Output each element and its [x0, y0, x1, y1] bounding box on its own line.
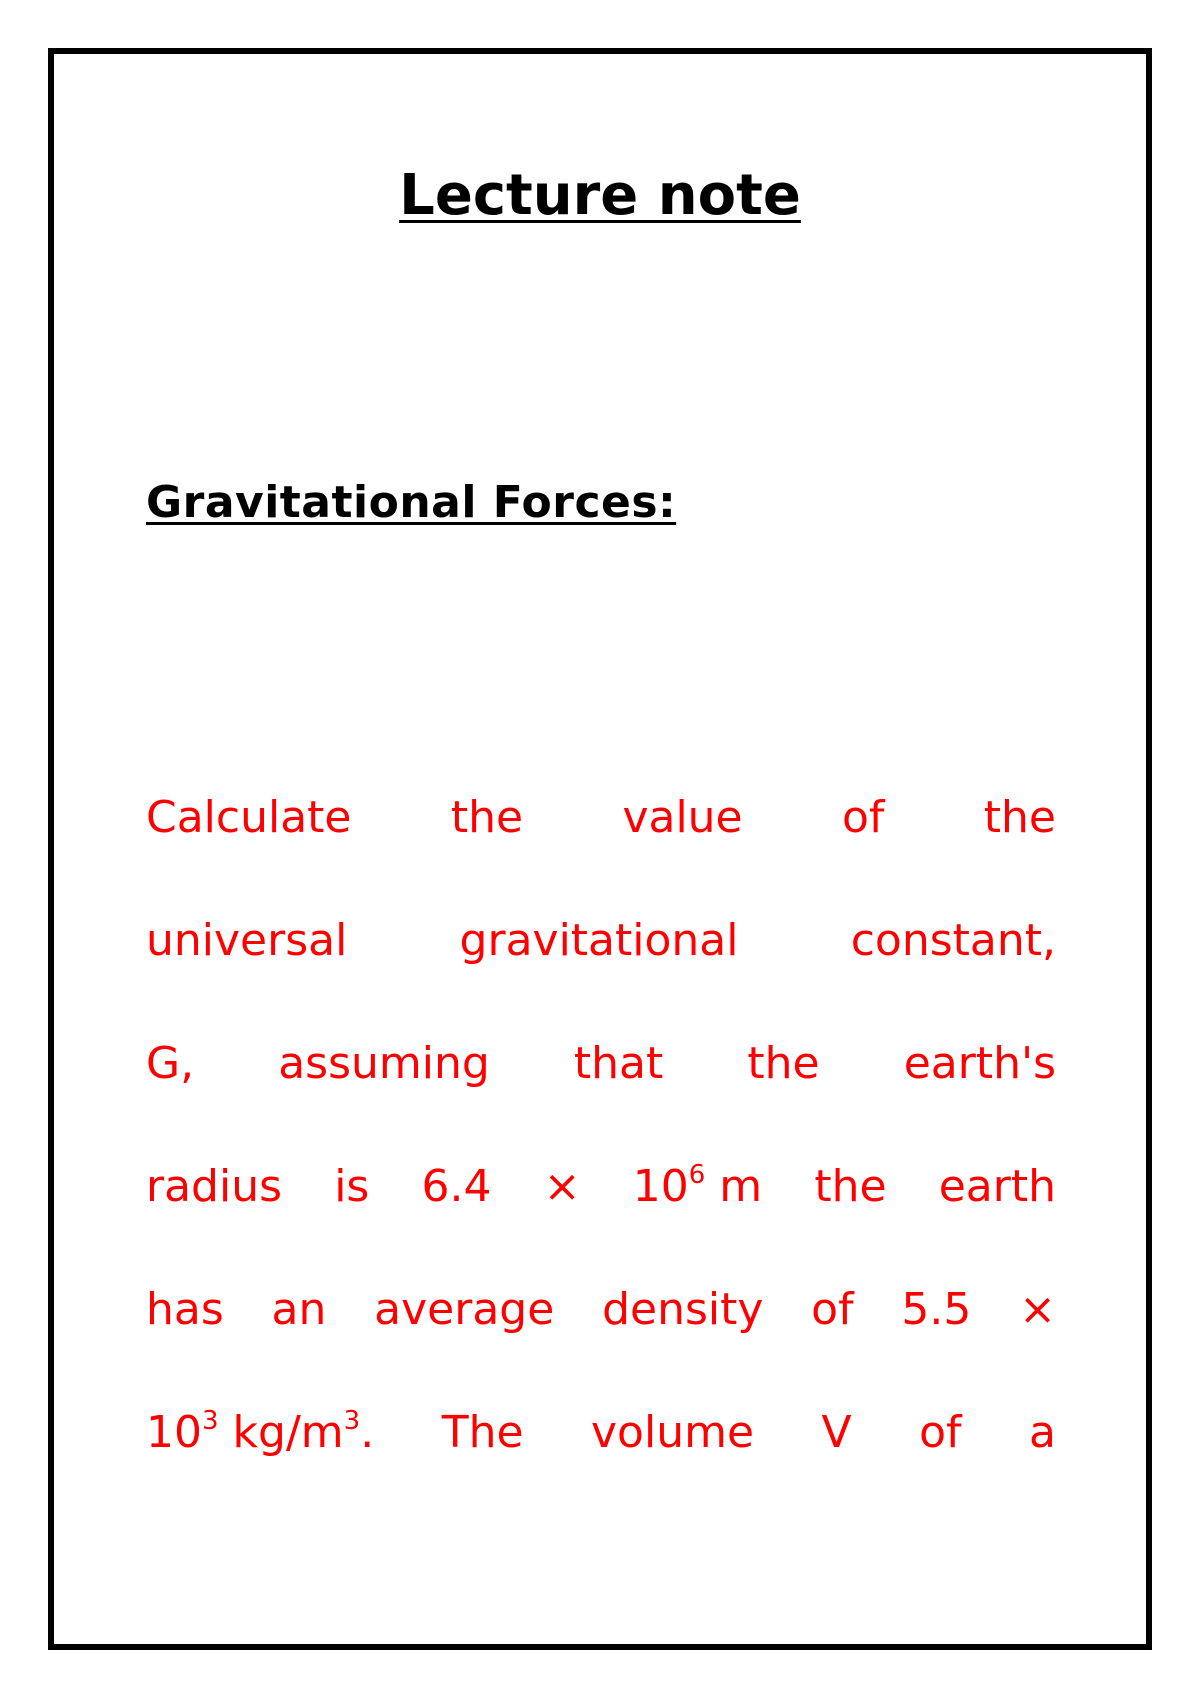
density-unit: kg/m — [232, 1407, 344, 1458]
punctuation: . — [360, 1407, 375, 1458]
word: × — [1019, 1284, 1056, 1335]
section-heading: Gravitational Forces: — [146, 477, 677, 528]
word: of — [919, 1407, 962, 1458]
word: a — [1029, 1407, 1056, 1458]
word: the — [450, 792, 524, 843]
word: radius — [146, 1161, 283, 1212]
density-power — [146, 1371, 374, 1494]
word: the — [983, 792, 1056, 843]
word: the — [814, 1161, 887, 1212]
power-exponent: 6 — [688, 1160, 706, 1190]
paragraph-line-4 — [146, 1125, 1056, 1248]
word: an — [271, 1284, 327, 1335]
word: earth — [938, 1161, 1056, 1212]
word: universal — [146, 915, 348, 966]
word: of — [841, 792, 885, 843]
word: density — [602, 1284, 764, 1335]
word: V — [821, 1407, 852, 1458]
word: The — [441, 1407, 524, 1458]
word: 6.4 — [421, 1161, 492, 1212]
paragraph-line-5 — [146, 1248, 1056, 1371]
power-exponent: 3 — [202, 1406, 219, 1436]
word: gravitational — [459, 915, 739, 966]
radius-unit: m — [719, 1161, 763, 1212]
paragraph-line-2 — [146, 879, 1056, 1002]
word: volume — [591, 1407, 755, 1458]
body-paragraph — [146, 756, 1056, 1494]
paragraph-line-3 — [146, 1002, 1056, 1125]
paragraph-line-1 — [146, 756, 1056, 879]
word: that — [573, 1038, 664, 1089]
unit-exponent: 3 — [343, 1406, 361, 1436]
paragraph-line-6 — [146, 1371, 1056, 1494]
word: 5.5 — [901, 1284, 972, 1335]
word: is — [334, 1161, 370, 1212]
word: value — [622, 792, 743, 843]
power-base: 10 — [146, 1407, 202, 1458]
power-base: 10 — [632, 1161, 689, 1212]
page-title: Lecture note — [399, 163, 801, 228]
radius-power — [633, 1125, 762, 1248]
word: earth's — [903, 1038, 1056, 1089]
word: has — [146, 1284, 224, 1335]
word: constant, — [850, 915, 1056, 966]
word: G, — [146, 1038, 195, 1089]
word: of — [811, 1284, 854, 1335]
word: Calculate — [146, 792, 352, 843]
word: × — [543, 1161, 581, 1212]
word: assuming — [278, 1038, 490, 1089]
word: the — [747, 1038, 820, 1089]
word: average — [374, 1284, 555, 1335]
